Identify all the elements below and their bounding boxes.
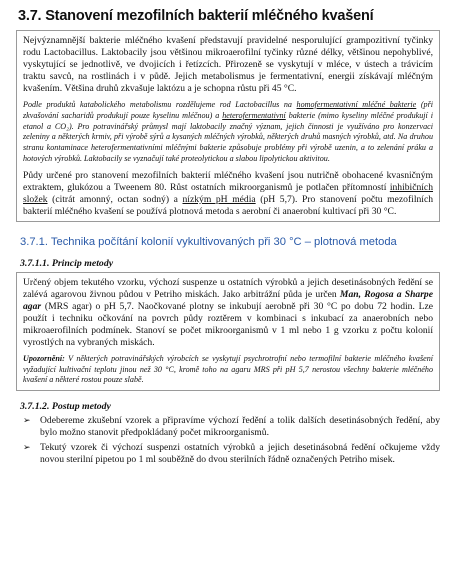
warning-label: Upozornění: [23,353,65,363]
list-item [20,415,440,439]
warning-text: V některých potravinářských výrobcích se vyskytují psychrotrofní nebo termofilní bakterie mléčného kvašení vyžadující kultivační teplotu jinou než 30 °C, kromě toho na agaru MRS při pH 5,7 nerostou všechny bakterie mléčného kvašení a některé rostou pouze slabě. [23,353,433,385]
subsection-heading-371: 3.7.1. Technika počítání kolonií vykultivovaných při 30 °C – plotnová metoda [20,235,397,248]
arrow-right-icon: ➢ [23,443,31,454]
principle-text: Určený objem tekutého vzorku, výchozí suspenze u ostatních výrobků a jejich desetinásobných ředění se zalévá agarovou živnou půdou v Petriho miskách. Jako arbitrážní půda je určen [23,276,433,300]
mrs-agar-name: Man, Rogosa a Sharpe agar [23,288,433,312]
note-text: (při zkvašování sacharidů produkují pouze kyselinu mléčnou) a [23,100,433,120]
inhibitory-components-term: inhibičních složek [23,181,433,205]
section-heading: 3.7. Stanovení mezofilních bakterií mléčného kvašení [18,8,374,24]
warning-note [23,354,433,386]
intro-paragraph: Nejvýznamnější bakterie mléčného kvašení představují pravidelné nesporulující grampozitivní tyčinky rodu Lactobacillus. Laktobacily jsou většinou mikroaerofilní tyčinky různé délky, většinou nepohyblivé, vyskytující se jednotlivě, ve dvojicích i řetízcích. Přirozeně se vyskytují v mléce, v ústech a trávicím traktu savců, na rostlinách i v půdě. Jejich metabolismus je fermentativní, energii získávají mléčným kvašením. Většina druhů zkvašuje laktózu a je schopna růstu při 45 °C. [23,35,433,94]
subsection-heading-3712: 3.7.1.2. Postup metody [20,401,111,413]
media-paragraph [23,170,433,218]
homofermentative-term: homofermentativní mléčné bakterie [296,100,417,109]
media-text: (citrát amonný, octan sodný) a [47,193,183,205]
intro-box [16,30,440,222]
principle-paragraph [23,277,433,349]
procedure-list [20,415,440,466]
low-ph-term: nízkým pH média [182,193,256,205]
list-item-text: Odebereme zkušební vzorek a připravíme výchozí ředění a tolik dalších desetinásobných ředění, aby bylo možno stanovit předpokládaný počet mikroorganismů. [40,415,440,439]
principle-box [16,272,440,391]
list-item [20,442,440,466]
subsection-heading-3711: 3.7.1.1. Princip metody [20,257,114,269]
arrow-right-icon: ➢ [23,416,31,427]
note-text: Podle produktů katabolického metabolismu rozdělujeme rod Lactobacillus na [23,100,297,109]
media-text: Půdy určené pro stanovení mezofilních bakterií mléčného kvašení jsou nutričně obohacené kvasničným extraktem, glukózou a Tweenem 80. Růst ostatních mikroorganismů je potlačen přítomností [23,169,433,193]
media-text: (pH 5,7). Pro stanovení počtu mezofilních bakterií mléčného kvašení se používá plotnová metoda s aerobní či anaerobní kultivací při 30 °C. [23,193,434,217]
note-text: bakterie (mimo kyseliny mléčné produkují i etanol a CO₂). Pro potravinářský průmysl mají laktobacily značný význam, jejich činnosti je využíváno pro konzervaci zeleniny a některých krmiv, při výrobě sýrů a kysaných mléčných výrobků, některých druhů masných výrobků, atd. Na druhou stranu kontaminace heterofermentativními mléčnými bakterie způsobuje problémy při výrobě uzenin, a to zelenání práku a hotových výrobků. Laktobacily se vyznačují také proteolytickou a slabou lipolytickou aktivitou. [23,110,433,163]
list-item-text: Tekutý vzorek či výchozí suspenzi ostatních výrobků a jejich desetinásobná ředění očkujeme vždy novou sterilní pipetou po 1 ml souběžně do dvou sterilních řádně označených Petriho misek. [40,442,440,466]
intro-note [23,100,433,165]
heterofermentative-term: heterofermentativní [222,110,286,120]
principle-text: (MRS agar) o pH 5,7. Naočkované plotny se inkubují aerobně při 30 °C po dobu 72 hodin. Lze použít i techniku očkování na povrch půdy roztěrem v kombinaci s inkubací za anaerobních nebo mikroaerofilních podmínek. Stanoví se počet mikroorganismů v 1 ml nebo 1 g vzorku z počtu kolonií vyrostlých na vybraných miskách. [23,300,433,348]
